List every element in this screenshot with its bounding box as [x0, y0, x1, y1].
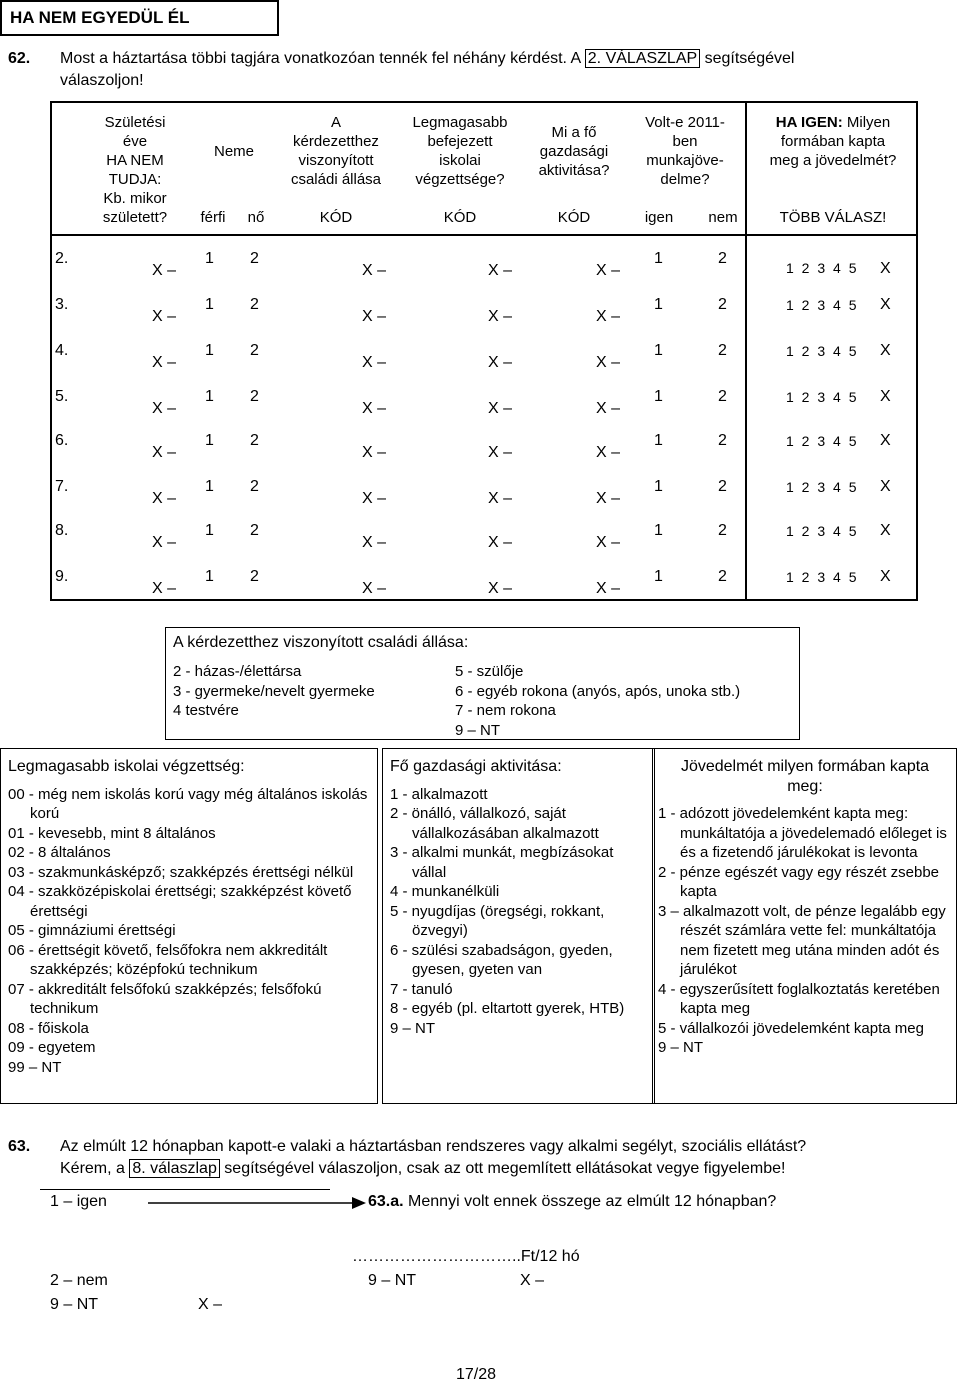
legend-item: 5 - vállalkozói jövedelemként kapta meg: [658, 1019, 924, 1037]
legend-item: 9 – NT: [658, 1039, 704, 1056]
activity-x[interactable]: X –: [596, 308, 621, 325]
activity-x[interactable]: X –: [596, 534, 621, 551]
relation-x[interactable]: X –: [362, 534, 387, 551]
employment-no[interactable]: 2: [718, 432, 727, 449]
sex-male[interactable]: 1: [205, 342, 214, 359]
row-number: 8.: [55, 522, 69, 539]
employment-no[interactable]: 2: [718, 296, 727, 313]
relation-legend-title: A kérdezetthez viszonyított családi állása:: [173, 634, 469, 651]
question-number: 63.: [8, 1138, 31, 1155]
row-number: 3.: [55, 296, 69, 313]
question-text-line2: válaszoljon!: [60, 72, 144, 89]
relation-x[interactable]: X –: [362, 308, 387, 325]
income-options[interactable]: 1 2 3 4 5: [786, 260, 859, 276]
hdr-line: Volt-e 2011-: [645, 114, 725, 131]
q63-option-yes[interactable]: 1 – igen: [50, 1193, 107, 1210]
employment-no[interactable]: 2: [718, 388, 727, 405]
sex-male[interactable]: 1: [205, 432, 214, 449]
legend-item: 3 - alkalmi munkát, megbízásokat vállal: [390, 844, 614, 881]
legend-item: 07 - akkreditált felsőfokú szakképzés; felsőfokú technikum: [8, 980, 322, 1017]
question-text: Most a háztartása többi tagjára vonatkozóan tennék fel néhány kérdést. A: [60, 50, 585, 67]
hdr-line: munkajöve-: [646, 152, 724, 169]
legend-item: 99 – NT: [8, 1058, 62, 1076]
relation-x[interactable]: X –: [362, 580, 387, 597]
birth-year-x[interactable]: X –: [152, 534, 177, 551]
employment-yes[interactable]: 1: [654, 342, 663, 359]
row-number: 7.: [55, 478, 69, 495]
arrow-right-icon: [148, 1196, 366, 1210]
relation-x[interactable]: X –: [362, 490, 387, 507]
q63a-amount-field[interactable]: …………………………..Ft/12 hó: [352, 1248, 580, 1265]
employment-yes[interactable]: 1: [654, 522, 663, 539]
q63a-text: Mennyi volt ennek összege az elmúlt 12 hónapban?: [403, 1193, 777, 1210]
header-education: [398, 113, 522, 189]
section-title: HA NEM EGYEDÜL ÉL: [10, 8, 190, 27]
employment-no[interactable]: 2: [718, 522, 727, 539]
legend-item: 2 - önálló, vállalkozó, saját vállalkozásában alkalmazott: [390, 805, 599, 842]
activity-x[interactable]: X –: [596, 400, 621, 417]
income-x[interactable]: X: [880, 522, 891, 539]
header-activity: [522, 123, 626, 180]
hdr-line: meg a jövedelmét?: [769, 152, 897, 169]
legend-item: 1 - adózott jövedelemként kapta meg: munkáltatója a jövedelemadó előleget is és a fizetendő járulékokat is levonta: [658, 805, 947, 861]
income-options[interactable]: 1 2 3 4 5: [786, 389, 859, 405]
income-legend: [658, 757, 952, 1058]
employment-no[interactable]: 2: [718, 250, 727, 267]
legend-item: 6 - egyéb rokona (anyós, após, unoka stb.): [455, 682, 741, 700]
employment-yes[interactable]: 1: [654, 250, 663, 267]
q63a-label: 63.a.: [368, 1193, 404, 1210]
legend-item: 8 - egyéb (pl. eltartott gyerek, HTB): [390, 1000, 625, 1017]
legend-item: 05 - gimnáziumi érettségi: [8, 922, 176, 939]
income-x[interactable]: X: [880, 342, 891, 359]
sex-female[interactable]: 2: [250, 522, 259, 539]
activity-legend: [390, 757, 648, 1038]
legend-item: 9 – NT: [455, 721, 501, 739]
hdr-line: befejezett: [427, 133, 493, 150]
question-number: 62.: [8, 50, 31, 67]
hdr-line: Legmagasabb: [412, 114, 508, 131]
q63a-question: [368, 1193, 776, 1211]
hdr-line: HA NEM: [106, 152, 164, 169]
birth-year-x[interactable]: X –: [152, 400, 177, 417]
birth-year-x[interactable]: X –: [152, 580, 177, 597]
hdr-line: kérdezetthez: [293, 133, 379, 150]
header-multi-answer: TÖBB VÁLASZ!: [779, 209, 887, 226]
hdr-line: végzettsége?: [415, 171, 505, 188]
legend-item: 9 – NT: [390, 1019, 436, 1037]
income-x[interactable]: X: [880, 260, 891, 277]
income-x[interactable]: X: [880, 478, 891, 495]
legend-item: 2 - házas-/élettársa: [173, 663, 302, 680]
row-number: 2.: [55, 250, 69, 267]
header-male: férfi: [200, 209, 226, 226]
legend-item: 7 - tanuló: [390, 980, 453, 998]
legend-item: 3 - gyermeke/nevelt gyermeke: [173, 682, 375, 700]
legend-item: 1 - alkalmazott: [390, 785, 488, 803]
income-options[interactable]: 1 2 3 4 5: [786, 297, 859, 313]
row-number: 6.: [55, 432, 69, 449]
sex-female[interactable]: 2: [250, 568, 259, 585]
legend-item: 02 - 8 általános: [8, 844, 111, 861]
hdr-line: gazdasági: [539, 143, 609, 160]
employment-no[interactable]: 2: [718, 342, 727, 359]
income-x[interactable]: X: [880, 432, 891, 449]
hdr-line: született?: [102, 209, 168, 226]
hdr-line: családi állása: [290, 171, 382, 188]
hdr-line: Születési: [104, 114, 166, 131]
education-x[interactable]: X –: [488, 580, 513, 597]
row-number: 4.: [55, 342, 69, 359]
answer-sheet-ref: 8. válaszlap: [129, 1159, 220, 1178]
hdr-line: aktivitása?: [538, 162, 610, 179]
birth-year-x[interactable]: X –: [152, 444, 177, 461]
sex-male[interactable]: 1: [205, 478, 214, 495]
employment-yes[interactable]: 1: [654, 478, 663, 495]
hdr-line: éve: [122, 133, 148, 150]
hdr-line: formában kapta: [780, 133, 886, 150]
activity-x[interactable]: X –: [596, 490, 621, 507]
education-legend: [8, 757, 370, 1077]
income-options[interactable]: 1 2 3 4 5: [786, 433, 859, 449]
header-kod-education: KÓD: [443, 209, 477, 226]
income-options[interactable]: 1 2 3 4 5: [786, 569, 859, 585]
hdr-if-yes: HA IGEN:: [775, 114, 843, 131]
row-number: 9.: [55, 568, 69, 585]
relation-x[interactable]: X –: [362, 400, 387, 417]
education-x[interactable]: X –: [488, 400, 513, 417]
answer-sheet-ref: 2. VÁLASZLAP: [585, 49, 700, 68]
hdr-line: TUDJA:: [108, 171, 162, 188]
income-options[interactable]: 1 2 3 4 5: [786, 479, 859, 495]
sex-male[interactable]: 1: [205, 568, 214, 585]
birth-year-x[interactable]: X –: [152, 308, 177, 325]
header-yes: igen: [644, 209, 674, 226]
education-x[interactable]: X –: [488, 444, 513, 461]
header-kod-relation: KÓD: [319, 209, 353, 226]
q63-option-no[interactable]: 2 – nem: [50, 1272, 108, 1289]
legend-item: 4 - egyszerűsített foglalkoztatás keretében kapta meg: [658, 980, 940, 1017]
q63-underline: [40, 1189, 330, 1190]
sex-male[interactable]: 1: [205, 250, 214, 267]
question-text-line2-end: segítségével válaszoljon, csak az ott megemlített ellátásokat vegye figyelembe!: [219, 1160, 786, 1177]
hdr-line: ben: [672, 133, 698, 150]
sex-male[interactable]: 1: [205, 522, 214, 539]
hdr-line: iskolai: [439, 152, 481, 169]
sex-female[interactable]: 2: [250, 250, 259, 267]
sex-female[interactable]: 2: [250, 478, 259, 495]
employment-no[interactable]: 2: [718, 568, 727, 585]
relation-legend-right: [455, 662, 740, 740]
employment-yes[interactable]: 1: [654, 432, 663, 449]
row-number: 5.: [55, 388, 69, 405]
education-x[interactable]: X –: [488, 490, 513, 507]
income-x[interactable]: X: [880, 568, 891, 585]
question-text: Az elmúlt 12 hónapban kapott-e valaki a háztartásban rendszeres vagy alkalmi segélyt, szociális ellátást?: [60, 1138, 807, 1155]
relation-x[interactable]: X –: [362, 262, 387, 279]
relation-x[interactable]: X –: [362, 354, 387, 371]
hdr-line: viszonyított: [298, 152, 374, 169]
q63-option-nt[interactable]: 9 – NT: [50, 1296, 99, 1313]
sex-female[interactable]: 2: [250, 342, 259, 359]
birth-year-x[interactable]: X –: [152, 490, 177, 507]
column-divider: [745, 101, 747, 601]
hdr-line: A: [330, 114, 341, 131]
question-62: [8, 48, 948, 92]
legend-item: 06 - érettségit követő, felsőfokra nem akkreditált szakképzés; középfokú technikum: [8, 941, 328, 978]
header-sex: Neme: [213, 143, 254, 160]
hdr-line: Mi a fő: [551, 124, 597, 141]
relation-x[interactable]: X –: [362, 444, 387, 461]
education-x[interactable]: X –: [488, 308, 513, 325]
sex-male[interactable]: 1: [205, 388, 214, 405]
activity-x[interactable]: X –: [596, 580, 621, 597]
legend-item: 5 - nyugdíjas (öregségi, rokkant, özvegyi): [390, 902, 605, 939]
legend-item: 03 - szakmunkásképző; szakképzés érettségi nélkül: [8, 863, 354, 881]
legend-item: 04 - szakközépiskolai érettségi; szakképzést követő érettségi: [8, 883, 352, 920]
birth-year-x[interactable]: X –: [152, 262, 177, 279]
header-female: nő: [247, 209, 265, 226]
activity-legend-title: Fő gazdasági aktivitása:: [390, 758, 562, 775]
employment-yes[interactable]: 1: [654, 388, 663, 405]
question-63: [8, 1136, 953, 1180]
table-header-divider: [50, 234, 918, 236]
header-employment: [628, 113, 742, 189]
question-text-end: segítségével: [700, 50, 795, 67]
hdr-line: Milyen: [842, 114, 891, 131]
legend-item: 01 - kevesebb, mint 8 általános: [8, 824, 216, 842]
birth-year-x[interactable]: X –: [152, 354, 177, 371]
activity-x[interactable]: X –: [596, 444, 621, 461]
hdr-line: Kb. mikor: [103, 190, 167, 207]
q63-option-x[interactable]: X –: [198, 1296, 223, 1313]
sex-male[interactable]: 1: [205, 296, 214, 313]
sex-female[interactable]: 2: [250, 296, 259, 313]
legend-item: 5 - szülője: [455, 663, 524, 680]
legend-item: 7 - nem rokona: [455, 702, 556, 719]
legend-item: 4 testvére: [173, 702, 239, 719]
education-x[interactable]: X –: [488, 354, 513, 371]
employment-no[interactable]: 2: [718, 478, 727, 495]
sex-female[interactable]: 2: [250, 388, 259, 405]
employment-yes[interactable]: 1: [654, 568, 663, 585]
legend-item: 09 - egyetem: [8, 1039, 96, 1056]
education-x[interactable]: X –: [488, 262, 513, 279]
activity-x[interactable]: X –: [596, 354, 621, 371]
header-income-form: [752, 113, 914, 170]
sex-female[interactable]: 2: [250, 432, 259, 449]
header-no: nem: [708, 209, 738, 226]
legend-item: 00 - még nem iskolás korú vagy még általános iskolás korú: [8, 785, 368, 822]
legend-item: 3 – alkalmazott volt, de pénze legalább egy részét számlára vette fel: munkáltatója nem fizetett meg utána minden adót és járulékot: [658, 902, 946, 978]
income-legend-title: Jövedelmét milyen formában kapta meg:: [680, 758, 930, 795]
section-title-box: [0, 0, 279, 36]
legend-item: 6 - szülési szabadságon, gyeden, gyesen, gyeten van: [390, 941, 613, 978]
education-x[interactable]: X –: [488, 534, 513, 551]
education-legend-title: Legmagasabb iskolai végzettség:: [8, 758, 245, 775]
page-number: 17/28: [456, 1366, 497, 1383]
question-text-line2: Kérem, a: [60, 1160, 130, 1177]
legend-item: 08 - főiskola: [8, 1019, 89, 1037]
hdr-line: delme?: [660, 171, 710, 188]
income-options[interactable]: 1 2 3 4 5: [786, 523, 859, 539]
header-relation: [276, 113, 396, 189]
header-birth-year: [80, 113, 190, 227]
legend-item: 2 - pénze egészét vagy egy részét zsebbe kapta: [658, 863, 940, 900]
q63a-option-nt[interactable]: 9 – NT: [368, 1272, 417, 1289]
activity-x[interactable]: X –: [596, 262, 621, 279]
income-x[interactable]: X: [880, 388, 891, 405]
relation-legend-left: [173, 662, 375, 721]
income-options[interactable]: 1 2 3 4 5: [786, 343, 859, 359]
q63a-option-x[interactable]: X –: [520, 1272, 545, 1289]
employment-yes[interactable]: 1: [654, 296, 663, 313]
legend-item: 4 - munkanélküli: [390, 883, 500, 900]
income-x[interactable]: X: [880, 296, 891, 313]
header-kod-activity: KÓD: [557, 209, 591, 226]
